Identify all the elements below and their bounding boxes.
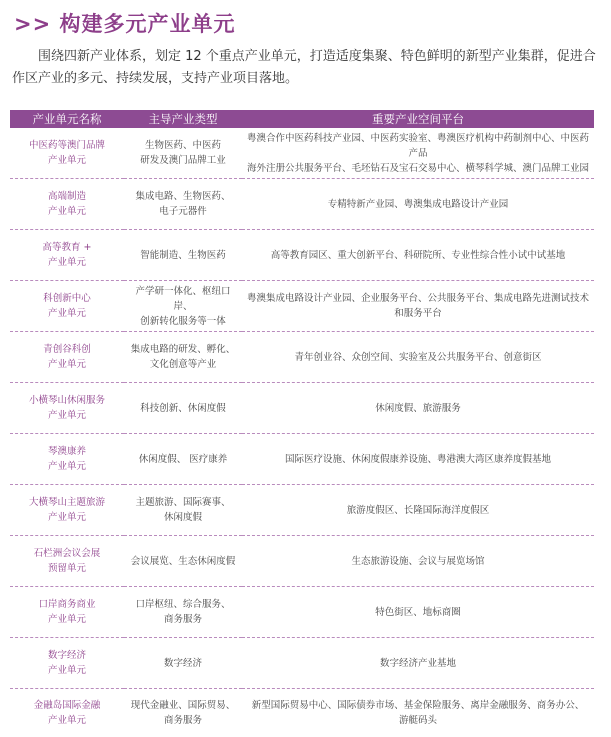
unit-name-cell-line: 产业单元 xyxy=(47,308,86,319)
platform-cell xyxy=(242,179,594,230)
industry-type-cell-line: 现代金融业、国际贸易、 xyxy=(130,700,236,711)
table-row xyxy=(10,689,594,737)
industry-type-cell-line: 生物医药、中医药 xyxy=(144,140,221,151)
platform-cell xyxy=(242,332,594,383)
unit-name-cell-line: 口岸商务商业 xyxy=(38,599,96,610)
header-unit-name: 产业单元名称 xyxy=(10,110,124,128)
platform-cell xyxy=(242,485,594,536)
unit-name-cell-line: 产业单元 xyxy=(47,155,86,166)
unit-name-cell-line: 产业单元 xyxy=(47,257,86,268)
table-row xyxy=(10,128,594,179)
table-row xyxy=(10,332,594,383)
industry-type-cell-line: 口岸枢纽、综合服务、 xyxy=(135,599,231,610)
unit-name-cell-line: 青创谷科创 xyxy=(43,344,91,355)
unit-name-cell-line: 小横琴山休闲服务 xyxy=(28,395,105,406)
industry-type-cell-line: 商务服务 xyxy=(163,715,202,726)
platform-cell-line: 游艇码头 xyxy=(398,715,437,726)
platform-cell-line: 和服务平台 xyxy=(394,308,442,319)
platform-cell xyxy=(242,281,594,332)
section-title: >> 构建多元产业单元 xyxy=(14,12,236,36)
table-row xyxy=(10,536,594,587)
table-row xyxy=(10,230,594,281)
industry-type-cell-line: 研发及澳门品牌工业 xyxy=(140,155,226,166)
industry-type-cell-line: 会议展览、生态休闲度假 xyxy=(130,555,236,567)
platform-cell-line: 数字经济产业基地 xyxy=(379,657,456,669)
unit-name-cell xyxy=(10,281,124,332)
industry-type-cell-line: 创新转化服务等一体 xyxy=(140,315,226,327)
platform-cell-line: 生态旅游设施、会议与展览场馆 xyxy=(351,555,485,567)
unit-name-cell-line: 科创新中心 xyxy=(43,293,91,304)
table-row xyxy=(10,638,594,689)
unit-name-cell-line: 琴澳康养 xyxy=(47,446,86,457)
industry-units-table xyxy=(10,110,594,737)
unit-name-cell-line: 产业单元 xyxy=(47,665,86,676)
unit-name-cell xyxy=(10,332,124,383)
table-row xyxy=(10,485,594,536)
unit-name-cell-line: 产业单元 xyxy=(47,359,86,370)
platform-cell-line: 国际医疗设施、休闲度假康养设施、粤港澳大湾区康养度假基地 xyxy=(284,453,551,465)
unit-name-cell-line: 大横琴山主题旅游 xyxy=(28,497,105,508)
industry-type-cell-line: 文化创意等产业 xyxy=(149,359,217,370)
unit-name-cell-line: 产业单元 xyxy=(47,206,86,217)
unit-name-cell xyxy=(10,485,124,536)
industry-type-cell xyxy=(124,332,242,383)
table-row xyxy=(10,587,594,638)
table-row xyxy=(10,281,594,332)
platform-cell-line: 特色街区、地标商圈 xyxy=(375,606,461,618)
platform-cell-line: 青年创业谷、众创空间、实验室及公共服务平台、创意街区 xyxy=(294,351,542,363)
unit-name-cell xyxy=(10,230,124,281)
table-row xyxy=(10,434,594,485)
table-body xyxy=(10,128,594,737)
industry-type-cell-line: 休闲度假、 医疗康养 xyxy=(138,453,228,465)
unit-name-cell-line: 产业单元 xyxy=(47,410,86,421)
platform-cell xyxy=(242,638,594,689)
table-header-row xyxy=(10,110,594,128)
unit-name-cell xyxy=(10,179,124,230)
platform-cell xyxy=(242,128,594,179)
industry-type-cell xyxy=(124,638,242,689)
platform-cell-line: 专精特新产业园、粤澳集成电路设计产业园 xyxy=(327,198,509,210)
unit-name-cell-line: 产业单元 xyxy=(47,461,86,472)
industry-type-cell xyxy=(124,230,242,281)
platform-cell xyxy=(242,536,594,587)
unit-name-cell xyxy=(10,689,124,737)
unit-name-cell-line: 高端制造 xyxy=(47,191,86,202)
platform-cell-line: 新型国际贸易中心、国际债券市场、基金保险服务、离岸金融服务、商务办公、 xyxy=(251,700,585,711)
table-row xyxy=(10,383,594,434)
unit-name-cell xyxy=(10,638,124,689)
industry-type-cell-line: 科技创新、休闲度假 xyxy=(140,402,226,414)
unit-name-cell xyxy=(10,536,124,587)
industry-type-cell-line: 休闲度假 xyxy=(163,512,202,523)
unit-name-cell xyxy=(10,128,124,179)
industry-type-cell xyxy=(124,587,242,638)
platform-cell-line: 粤澳集成电路设计产业园、企业服务平台、公共服务平台、集成电路先进测试技术 xyxy=(246,293,589,304)
platform-cell xyxy=(242,587,594,638)
industry-type-cell-line: 商务服务 xyxy=(163,614,202,625)
unit-name-cell-line: 预留单元 xyxy=(47,563,86,574)
header-platform: 重要产业空间平台 xyxy=(242,110,594,128)
industry-type-cell xyxy=(124,536,242,587)
industry-type-cell xyxy=(124,281,242,332)
platform-cell-line: 休闲度假、旅游服务 xyxy=(375,402,461,414)
header-industry-type: 主导产业类型 xyxy=(124,110,242,128)
unit-name-cell xyxy=(10,434,124,485)
platform-cell-line: 海外注册公共服务平台、毛坯钻石及宝石交易中心、横琴科学城、澳门品牌工业园 xyxy=(246,162,589,174)
industry-type-cell xyxy=(124,485,242,536)
unit-name-cell-line: 产业单元 xyxy=(47,614,86,625)
industry-type-cell xyxy=(124,128,242,179)
platform-cell xyxy=(242,434,594,485)
platform-cell xyxy=(242,689,594,737)
unit-name-cell-line: 金融岛国际金融 xyxy=(33,700,101,711)
industry-type-cell xyxy=(124,689,242,737)
industry-type-cell-line: 数字经济 xyxy=(163,657,202,669)
industry-type-cell-line: 主题旅游、国际赛事、 xyxy=(135,497,231,508)
unit-name-cell-line: 石栏洲会议会展 xyxy=(33,548,101,559)
industry-type-cell-line: 产学研一体化、枢纽口岸、 xyxy=(135,285,231,312)
platform-cell-line: 粤澳合作中医药科技产业园、中医药实验室、粤澳医疗机构中药制剂中心、中医药产品 xyxy=(246,132,589,159)
table-row xyxy=(10,179,594,230)
unit-name-cell-line: 中医药等澳门品牌 xyxy=(28,140,105,151)
unit-name-cell-line: 产业单元 xyxy=(47,715,86,726)
platform-cell xyxy=(242,230,594,281)
intro-paragraph: 围绕四新产业体系，划定 12 个重点产业单元，打造适度集聚、特色鲜明的新型产业集群，促进合作区产业的多元、持续发展，支持产业项目落地。 xyxy=(12,49,596,86)
unit-name-cell xyxy=(10,587,124,638)
industry-type-cell xyxy=(124,434,242,485)
unit-name-cell-line: 数字经济 xyxy=(47,650,86,661)
unit-name-cell-line: 高等教育 + xyxy=(42,242,92,253)
platform-cell-line: 高等教育园区、重大创新平台、科研院所、专业性综合性小试中试基地 xyxy=(270,249,566,261)
platform-cell-line: 旅游度假区、长隆国际海洋度假区 xyxy=(346,504,490,516)
industry-type-cell-line: 集成电路的研发、孵化、 xyxy=(130,344,236,355)
industry-type-cell-line: 集成电路、生物医药、 xyxy=(135,191,231,202)
industry-type-cell-line: 智能制造、生物医药 xyxy=(140,249,226,261)
unit-name-cell xyxy=(10,383,124,434)
platform-cell xyxy=(242,383,594,434)
industry-type-cell xyxy=(124,383,242,434)
unit-name-cell-line: 产业单元 xyxy=(47,512,86,523)
industry-type-cell-line: 电子元器件 xyxy=(159,206,207,217)
industry-type-cell xyxy=(124,179,242,230)
